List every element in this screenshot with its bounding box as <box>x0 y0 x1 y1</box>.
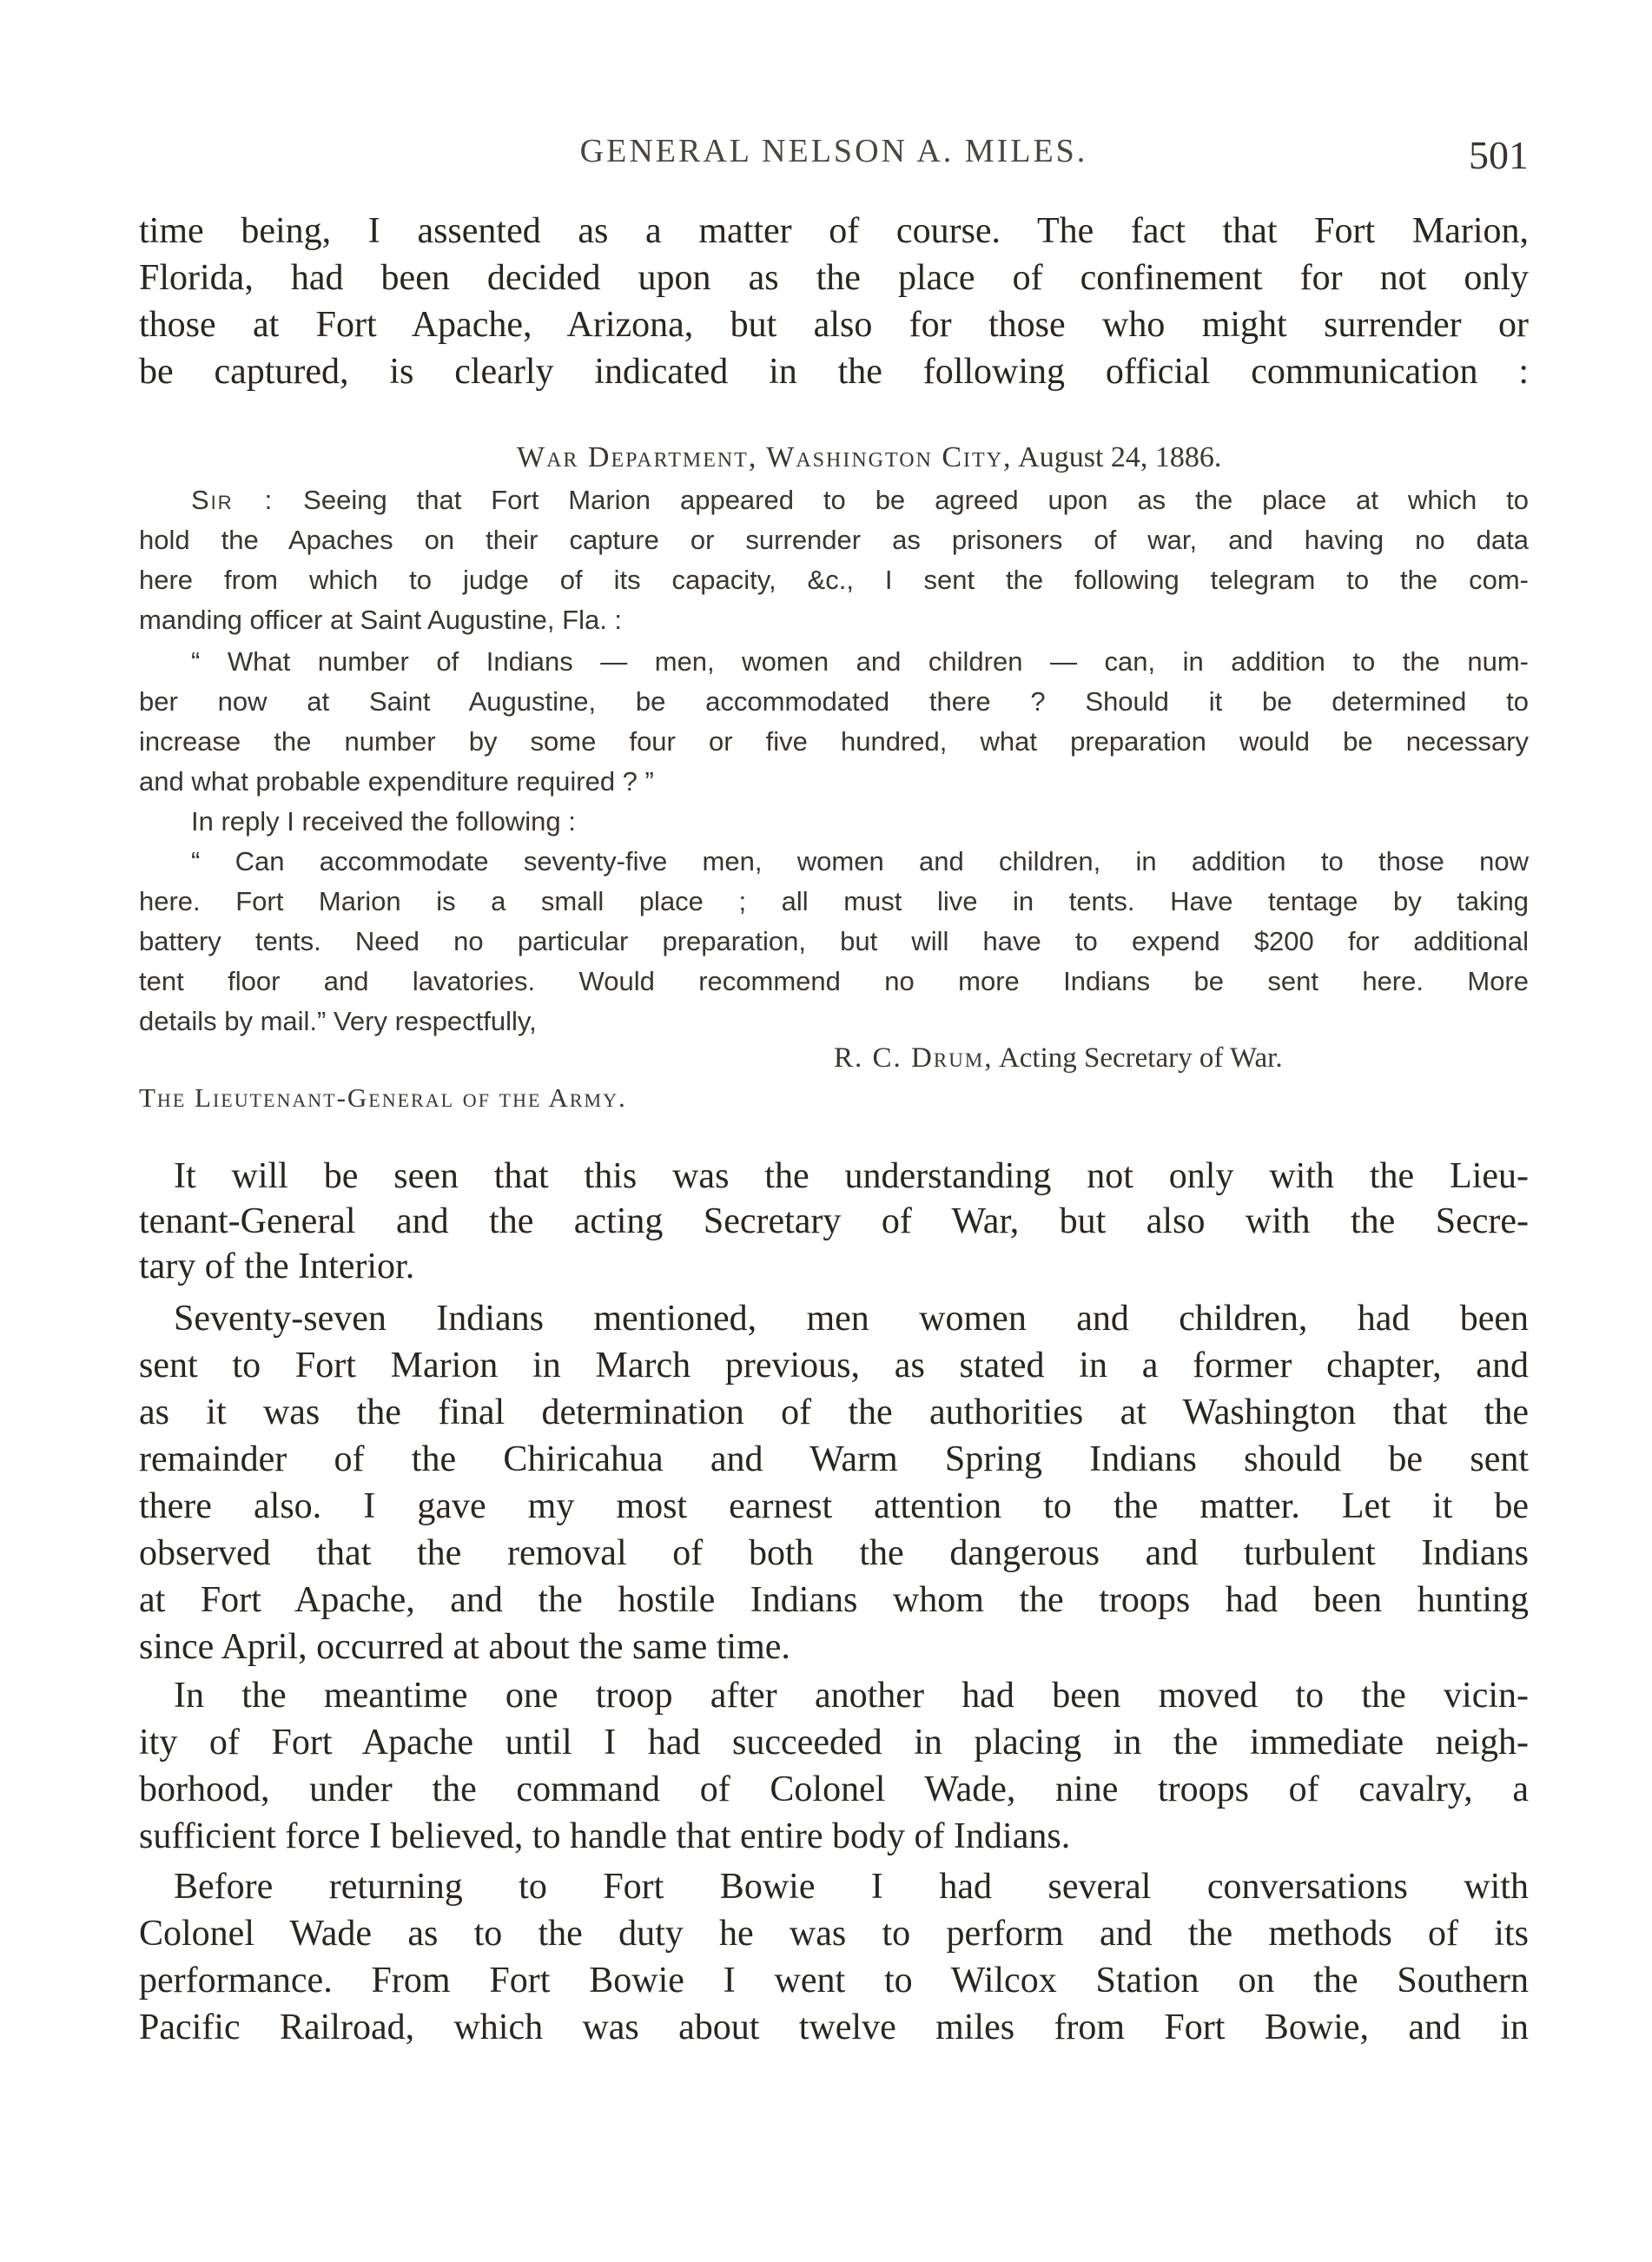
letter-para1-first: Seeing that Fort Marion appeared to be agreed upon as the place at which to <box>303 485 1529 515</box>
letter-dateline <box>517 441 1472 474</box>
reply-line: “ Can accommodate seventy-five men, women and children, in addition to those now <box>191 846 1529 876</box>
reply-line: battery tents. Need no particular preparation, but will have to expend $200 for additional <box>139 926 1529 956</box>
body-line: at Fort Apache, and the hostile Indians whom the troops had been hunting <box>139 1580 1529 1620</box>
body-line: Colonel Wade as to the duty he was to perform and the methods of its <box>139 1914 1529 1954</box>
reply-line: tent floor and lavatories. Would recommend no more Indians be sent here. More <box>139 966 1529 996</box>
reply-line: here. Fort Marion is a small place ; all must live in tents. Have tentage by taking <box>139 886 1529 916</box>
letter-line: hold the Apaches on their capture or surrender as prisoners of war, and having no data <box>139 525 1529 555</box>
signature-name: R. C. Drum, <box>834 1042 994 1074</box>
signature-title: Acting Secretary of War. <box>998 1042 1283 1074</box>
body-line: It will be seen that this was the understanding not only with the Lieu- <box>174 1156 1529 1196</box>
reply-intro: In reply I received the following : <box>191 806 576 837</box>
intro-line: time being, I assented as a matter of course. The fact that Fort Marion, <box>139 211 1529 251</box>
body-line: there also. I gave my most earnest attention to the matter. Let it be <box>139 1486 1529 1526</box>
letter-addressee: The Lieutenant-General of the Army. <box>139 1082 627 1113</box>
letter-signature <box>834 1042 1511 1075</box>
body-line: tenant-General and the acting Secretary of War, but also with the Secre- <box>139 1201 1529 1241</box>
body-line: Pacific Railroad, which was about twelve miles from Fort Bowie, and in <box>139 2007 1529 2047</box>
letter-salutation: Sir : <box>191 485 274 515</box>
telegram-line: and what probable expenditure required ? ” <box>139 766 654 797</box>
intro-line: Florida, had been decided upon as the place of confinement for not only <box>139 258 1529 298</box>
body-line: since April, occurred at about the same time. <box>139 1627 790 1667</box>
letter-line: manding officer at Saint Augustine, Fla. : <box>139 605 623 635</box>
reply-line: details by mail.” Very respectfully, <box>139 1006 537 1036</box>
page-number: 501 <box>1469 133 1529 177</box>
body-line: Before returning to Fort Bowie I had several conversations with <box>174 1867 1529 1907</box>
body-line: In the meantime one troop after another had been moved to the vicin- <box>174 1676 1529 1716</box>
body-line: sent to Fort Marion in March previous, as stated in a former chapter, and <box>139 1346 1529 1386</box>
running-title: GENERAL NELSON A. MILES. <box>579 133 1088 169</box>
intro-line: be captured, is clearly indicated in the following official communication : <box>139 352 1529 392</box>
body-line: remainder of the Chiricahua and Warm Spring Indians should be sent <box>139 1439 1529 1479</box>
body-line: performance. From Fort Bowie I went to Wilcox Station on the Southern <box>139 1961 1529 2001</box>
body-line: Seventy-seven Indians mentioned, men women and children, had been <box>174 1299 1529 1339</box>
body-line: observed that the removal of both the dangerous and turbulent Indians <box>139 1533 1529 1573</box>
body-line: tary of the Interior. <box>139 1247 415 1286</box>
dateline-place: War Department, Washington City, <box>517 441 1013 473</box>
telegram-line: ber now at Saint Augustine, be accommodated there ? Should it be determined to <box>139 686 1529 717</box>
telegram-line: increase the number by some four or five hundred, what preparation would be necessary <box>139 726 1529 757</box>
letter-line: here from which to judge of its capacity, &c., I sent the following telegram to the com- <box>139 565 1529 595</box>
body-line: ity of Fort Apache until I had succeeded in placing in the immediate neigh- <box>139 1723 1529 1763</box>
running-head <box>139 132 1529 184</box>
body-line: as it was the final determination of the authorities at Washington that the <box>139 1392 1529 1432</box>
intro-line: those at Fort Apache, Arizona, but also for those who might surrender or <box>139 305 1529 345</box>
letter-paragraph-first-line <box>191 485 1529 516</box>
body-line: borhood, under the command of Colonel Wade, nine troops of cavalry, a <box>139 1769 1529 1809</box>
telegram-line: “ What number of Indians — men, women and children — can, in addition to the num- <box>191 646 1529 677</box>
body-line: sufficient force I believed, to handle that entire body of Indians. <box>139 1816 1071 1856</box>
dateline-date: August 24, 1886. <box>1018 441 1222 473</box>
